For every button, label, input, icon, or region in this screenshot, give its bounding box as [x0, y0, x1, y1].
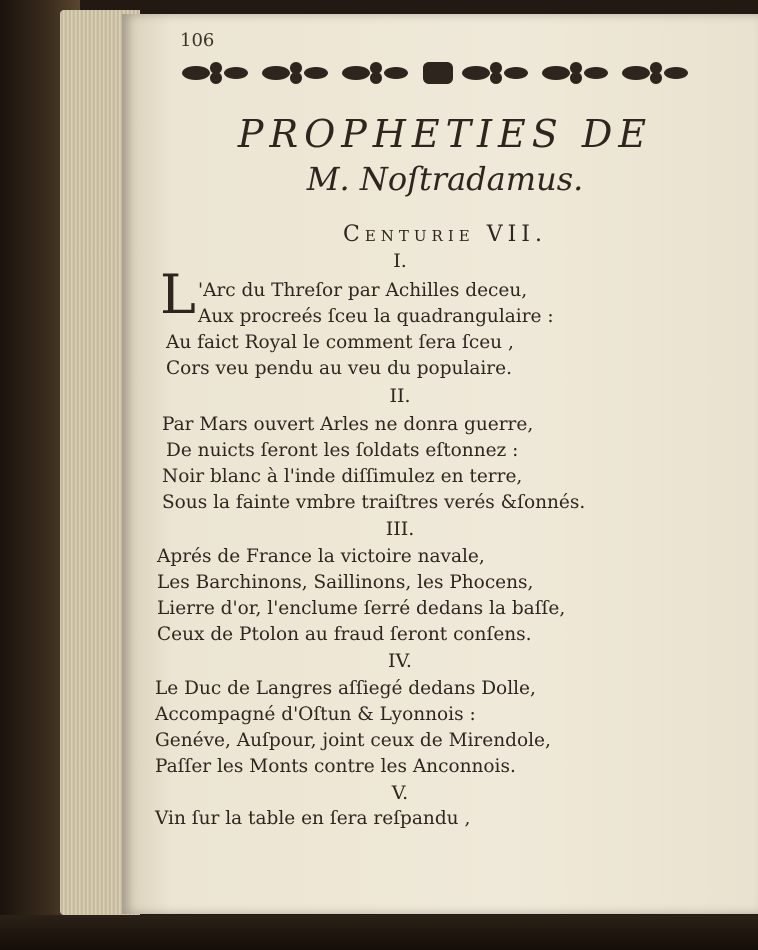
verse-line: Le Duc de Langres aſſiegé dedans Dolle, [155, 678, 536, 699]
verse-line: Au faict Royal le comment ſera ſceu , [166, 332, 514, 353]
drop-cap: L [160, 263, 196, 326]
verse-line: Accompagné d'Oſtun & Lyonnois : [155, 704, 476, 725]
verse-line: Sous la fainte vmbre traiſtres verés &ſonnés. [162, 492, 586, 513]
quatrain-numeral: III. [385, 518, 415, 540]
centurie-heading: Centurie VII. [343, 222, 547, 247]
verse-line: Genéve, Auſpour, joint ceux de Mirendole, [155, 730, 551, 751]
verse-line: Aprés de France la victoire navale, [157, 546, 485, 567]
verse-line: Lierre d'or, l'enclume ſerré dedans la baſſe, [157, 598, 566, 619]
verse-line: Ceux de Ptolon au fraud ſeront conſens. [157, 624, 532, 645]
page-subtitle: M. Noſtradamus. [306, 160, 584, 198]
quatrain-numeral: IV. [388, 650, 412, 672]
verse-line: Noir blanc à l'inde diſſimulez en terre, [162, 466, 523, 487]
verse-line: Les Barchinons, Saillinons, les Phocens, [157, 572, 534, 593]
quatrain-numeral: II. [389, 385, 411, 407]
verse-line: Paſſer les Monts contre les Anconnois. [155, 756, 516, 777]
page-title: PROPHETIES DE [237, 112, 653, 156]
verse-line: Par Mars ouvert Arles ne donra guerre, [162, 414, 534, 435]
verse-line: Vin ſur la table en ſera reſpandu , [155, 808, 471, 829]
quatrain-numeral: I. [393, 250, 407, 272]
page-number: 106 [180, 30, 215, 51]
fleuron-band-icon [178, 58, 698, 88]
verse-line: 'Arc du Threſor par Achilles deceu, [198, 280, 528, 301]
book-bottom-shadow [0, 915, 758, 950]
verse-line: Aux procreés ſceu la quadrangulaire : [198, 306, 554, 327]
verse-line: Cors veu pendu au veu du populaire. [166, 358, 512, 379]
quatrain-numeral: V. [391, 782, 409, 804]
verse-line: De nuicts ſeront les ſoldats eſtonnez : [166, 440, 519, 461]
